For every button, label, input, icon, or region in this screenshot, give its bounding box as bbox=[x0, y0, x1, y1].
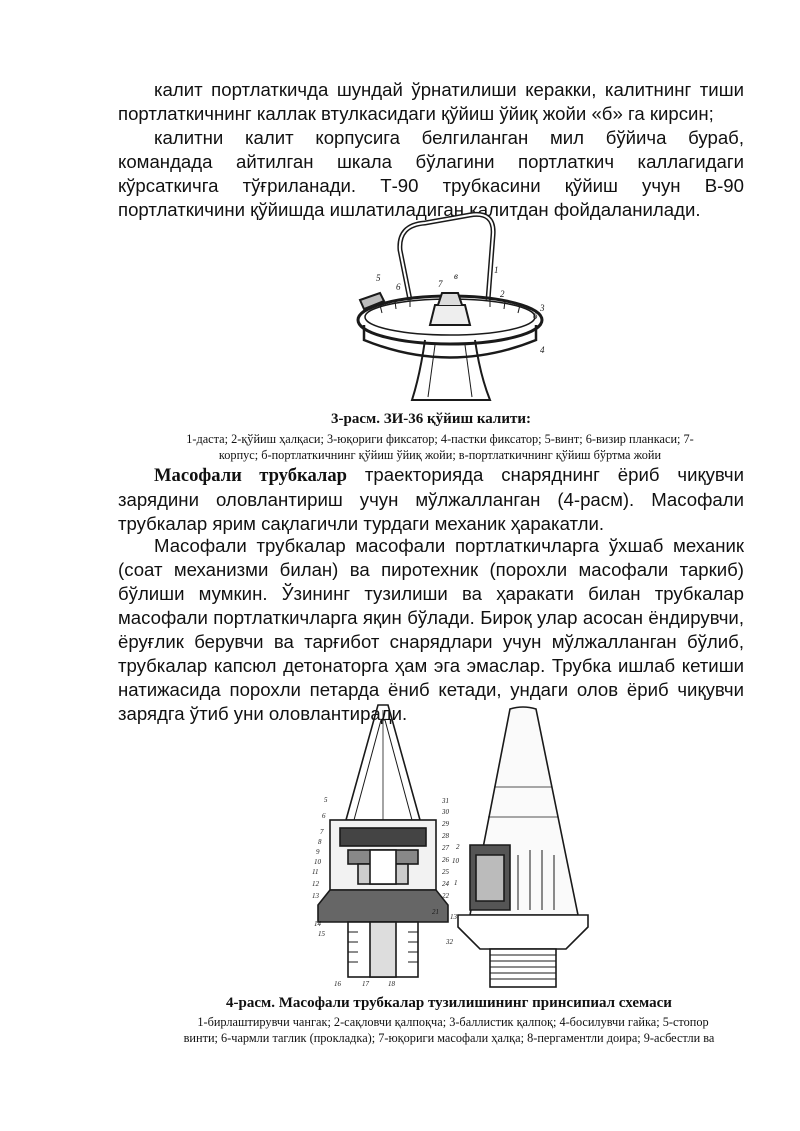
paragraph-3 bbox=[118, 463, 744, 536]
figure-4-left-label: 22 bbox=[442, 892, 449, 900]
paragraph-text bbox=[118, 463, 744, 536]
term-bold: Масофали трубкалар bbox=[154, 465, 347, 486]
figure-3-label: б bbox=[533, 311, 538, 321]
figure-4-left-label: 9 bbox=[316, 848, 320, 856]
figure-4-left-label: 29 bbox=[442, 820, 449, 828]
figure-4-left-label: 21 bbox=[432, 908, 439, 916]
figure-3-legend-line-2: корпус; б-портлаткичнинг қўйиш ўйиқ жойи; в-портлаткичнинг қўйиш бўртма жойи bbox=[218, 448, 662, 462]
figure-3-label: 7 bbox=[438, 279, 443, 289]
figure-4-left-label: 31 bbox=[442, 797, 449, 805]
figure-4-left-label: 8 bbox=[318, 838, 322, 846]
figure-4-left-label: 6 bbox=[322, 812, 326, 820]
figure-3-label: 2 bbox=[500, 289, 505, 299]
paragraph-rest: траекторияда снаряднинг ёриб чиқувчи зарядини оловлантириш учун мўлжалланган (4-расм). Масофали трубкалар ярим сақлагичли турдаги механик ҳаракатли. bbox=[118, 464, 745, 534]
figure-4-left-label: 16 bbox=[334, 980, 341, 988]
figure-4-left-label: 17 bbox=[362, 980, 369, 988]
figure-3-label: в bbox=[454, 271, 458, 281]
figure-4-left-label: 11 bbox=[312, 868, 319, 876]
figure-4-left-label: 25 bbox=[442, 868, 449, 876]
paragraph-text: Масофали трубкалар масофали портлаткичларга ўхшаб механик (соат механизми билан) ва пиротехник (порохли масофали таркиб) бўлиши мумкин. Ўзининг тузилиши ва ҳаракати билан трубкалар масофали портлаткичларга яқин бўлади. Бироқ улар асосан ёндирувчи, ёруғлик берувчи ва тарғибот снарядлари учун мўлжалланган бўлиб, трубкалар капсюл детонаторга ҳам эга эмаслар. Трубка ишлаб кетиши натижасида порохли петарда ёниб кетади, ундаги олов ёриб чиқувчи зарядга ўтиб уни оловлантиради. bbox=[118, 535, 744, 724]
paragraph-text: калитни калит корпусига белгиланган мил бўйича бураб, командада айтилган шкала бўлагини портлаткич каллагидаги кўрсаткичга тўғриланади. Т-90 трубкасини қўйиш учун В-90 портлаткичини қўйишда ишлатиладиган калитдан фойдаланилади. bbox=[118, 127, 744, 220]
figure-4-left-label: 32 bbox=[446, 938, 453, 946]
figure-3-label: 1 bbox=[494, 265, 499, 275]
figure-4-left-label: 24 bbox=[442, 880, 449, 888]
figure-4-left-label: 5 bbox=[324, 796, 328, 804]
figure-4-left-label: 12 bbox=[312, 880, 319, 888]
figure-4-legend-line-1: 1-бирлаштирувчи чангак; 2-сақловчи қалпоқча; 3-баллистик қалпоқ; 4-босилувчи гайка; 5-стопор bbox=[197, 1015, 709, 1029]
figure-3-label: 4 bbox=[540, 345, 545, 355]
figure-4-left-label: 28 bbox=[442, 832, 449, 840]
figure-3-setting-key-drawing bbox=[350, 205, 550, 405]
figure-4-left-label: 10 bbox=[314, 858, 321, 866]
paragraph-4 bbox=[118, 534, 744, 726]
figure-4-legend-line-2: винти; 6-чармли таглик (прокладка); 7-юқориги масофали ҳалқа; 8-пергаментли доира; 9-асбестли ва bbox=[183, 1031, 715, 1045]
figure-3-legend-line-1: 1-даста; 2-қўйиш ҳалқаси; 3-юқориги фиксатор; 4-пастки фиксатор; 5-винт; 6-визир планкаси; 7- bbox=[186, 432, 694, 446]
figure-4-right-exterior-drawing bbox=[448, 705, 598, 990]
figure-4-left-label: 14 bbox=[314, 920, 321, 928]
figure-3-label: 3 bbox=[540, 303, 545, 313]
figure-4-right-label: 1 bbox=[454, 879, 458, 887]
figure-4-title: 4-расм. Масофали трубкалар тузилишининг принсипиал схемаси bbox=[226, 995, 672, 1011]
figure-4-right-label: 13 bbox=[450, 913, 457, 921]
figure-4-left-label: 7 bbox=[320, 828, 324, 836]
figure-4-left-label: 30 bbox=[442, 808, 449, 816]
figure-3-title: 3-расм. ЗИ-36 қўйиш калити: bbox=[331, 411, 531, 427]
figure-4-left-label: 18 bbox=[388, 980, 395, 988]
figure-4-left-label: 27 bbox=[442, 844, 449, 852]
figure-3-label: 5 bbox=[376, 273, 381, 283]
figure-4-left-section-drawing bbox=[308, 700, 458, 990]
paragraph-text: калит портлаткичда шундай ўрнатилиши керакки, калитнинг тиши портлаткичнинг каллак втулкасидаги қўйиш ўйиқ жойи «б» га кирсин; bbox=[118, 79, 744, 124]
figure-4-left-label: 26 bbox=[442, 856, 449, 864]
figure-3-label: 6 bbox=[396, 282, 401, 292]
figure-4-right-label: 2 bbox=[456, 843, 460, 851]
figure-4-left-label: 13 bbox=[312, 892, 319, 900]
figure-4-left-label: 15 bbox=[318, 930, 325, 938]
figure-4-right-label: 10 bbox=[452, 857, 459, 865]
paragraph-1 bbox=[118, 78, 744, 126]
